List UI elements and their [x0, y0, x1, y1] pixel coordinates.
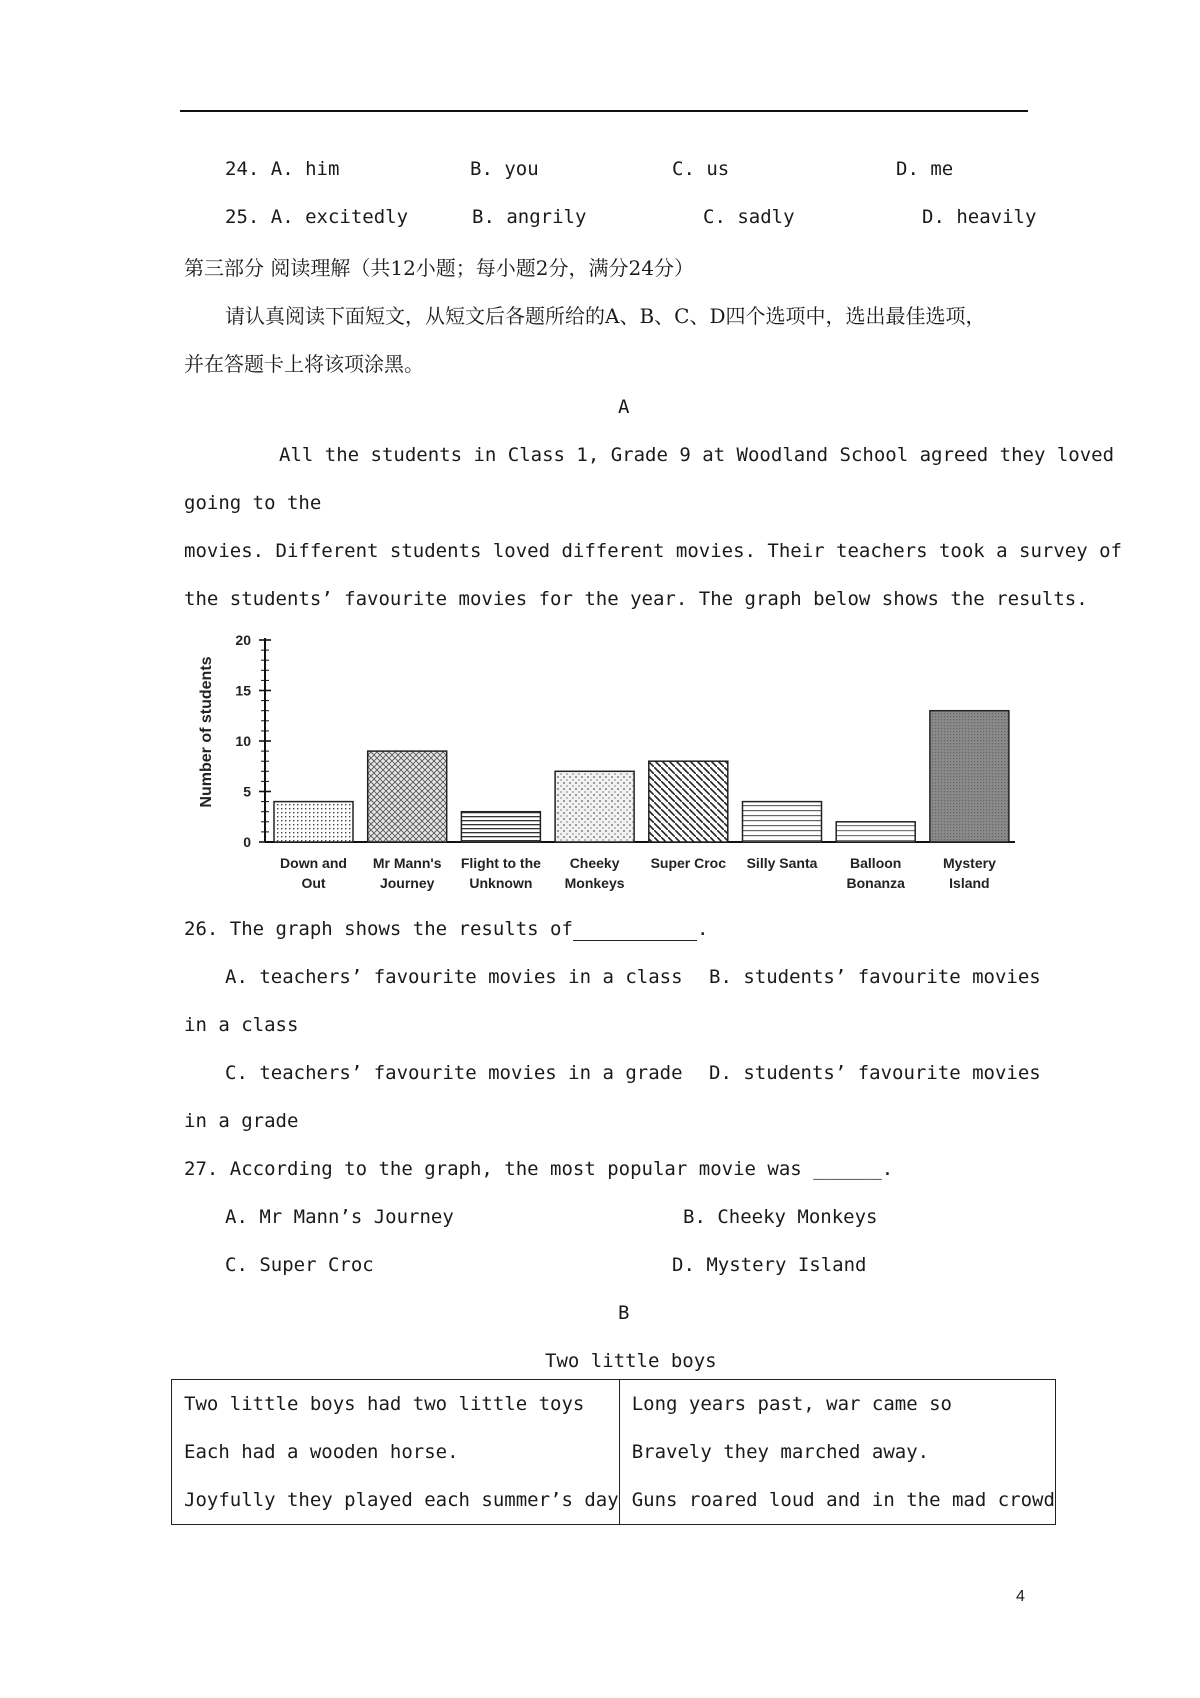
q25-number: 25. — [225, 206, 260, 228]
q27-option-a: A. Mr Mann’s Journey — [225, 1206, 454, 1228]
q27-option-d: D. Mystery Island — [672, 1254, 867, 1276]
x-category-label: Mystery Island — [942, 855, 996, 891]
passage-a-label: A — [618, 396, 630, 418]
y-tick-label: 10 — [235, 733, 251, 749]
bar — [836, 822, 915, 842]
poem-left-column — [172, 1380, 620, 1525]
q25-number-and-a — [225, 206, 408, 228]
poem-right-line: Long years past, war came so — [631, 1393, 952, 1415]
q26-option-c: C. teachers’ favourite movies in a grade — [225, 1062, 683, 1084]
chart-x-labels — [280, 855, 996, 891]
y-tick-label: 15 — [235, 682, 251, 699]
q25-option-c: C. sadly — [703, 206, 795, 228]
q25-option-b: B. angrily — [472, 206, 587, 228]
poem-left-line: Two little boys had two little toys — [184, 1393, 585, 1415]
q24-number: 24. — [225, 158, 260, 180]
q26-stem — [184, 918, 708, 941]
q25-option-d: D. heavily — [922, 206, 1037, 228]
q26-option-b: B. students’ favourite movies — [709, 966, 1041, 988]
x-category-label: Flight to the Unknown — [460, 855, 541, 891]
q24-option-a: A. him — [270, 158, 340, 180]
chart-bars — [274, 711, 1009, 842]
part3-instruction-line1: 请认真阅读下面短文，从短文后各题所给的A、B、C、D四个选项中，选出最佳选项， — [225, 304, 986, 328]
q27-stem: 27. According to the graph, the most popular movie was ______. — [184, 1158, 894, 1180]
y-tick-label: 0 — [243, 834, 251, 850]
x-category-label: Down and Out — [280, 855, 347, 891]
q26-blank — [573, 918, 697, 941]
q24-number-and-a — [225, 158, 339, 180]
poem-table — [171, 1379, 1056, 1525]
y-tick-label: 20 — [235, 632, 251, 648]
poem-right-line: Bravely they marched away. — [631, 1441, 930, 1463]
part3-instruction-line2: 并在答题卡上将该项涂黑。 — [184, 352, 424, 376]
poem-title: Two little boys — [545, 1350, 717, 1372]
q24-option-d: D. me — [896, 158, 954, 180]
passage-a-line3: movies. Different students loved different movies. Their teachers took a survey of — [184, 540, 1122, 562]
q26-option-a: A. teachers’ favourite movies in a class — [225, 966, 683, 988]
q26-option-d: D. students’ favourite movies — [709, 1062, 1041, 1084]
passage-b-label: B — [618, 1302, 630, 1324]
bar — [368, 751, 447, 842]
passage-a-line4: the students’ favourite movies for the year. The graph below shows the results. — [184, 588, 1088, 610]
poem-right-column — [619, 1380, 1055, 1525]
q26-option-d-continued: in a grade — [184, 1110, 299, 1132]
x-category-label: Mr Mann's Journey — [372, 855, 442, 891]
part3-heading: 第三部分 阅读理解（共12小题；每小题2分，满分24分） — [184, 256, 694, 280]
y-tick-label: 5 — [243, 783, 251, 800]
q26-stem-end: . — [696, 918, 709, 940]
page-number: 4 — [1016, 1588, 1025, 1605]
q26-stem-text: 26. The graph shows the results of — [184, 918, 573, 940]
x-category-label: Balloon Bonanza — [846, 855, 905, 891]
q27-option-b: B. Cheeky Monkeys — [683, 1206, 878, 1228]
q27-option-c: C. Super Croc — [225, 1254, 374, 1276]
x-category-label: Cheeky Monkeys — [564, 855, 625, 891]
passage-a-line2: going to the — [184, 492, 322, 514]
bar — [274, 802, 353, 842]
header-rule — [180, 110, 1028, 112]
passage-a-line1: All the students in Class 1, Grade 9 at Woodland School agreed they loved — [279, 444, 1115, 466]
q26-option-b-continued: in a class — [184, 1014, 299, 1036]
bar — [555, 771, 634, 842]
poem-right-line: Guns roared loud and in the mad crowd — [631, 1489, 1055, 1511]
y-axis-label: Number of students — [198, 656, 215, 808]
poem-left-line: Each had a wooden horse. — [184, 1441, 459, 1463]
poem-left-line: Joyfully they played each summer’s day — [184, 1489, 619, 1511]
x-category-label: Super Croc — [650, 855, 727, 871]
q24-option-c: C. us — [672, 158, 730, 180]
movies-bar-chart — [185, 620, 1035, 900]
bar — [461, 812, 540, 842]
bar — [930, 711, 1009, 842]
x-category-label: Silly Santa — [746, 855, 818, 871]
q25-option-a: A. excitedly — [270, 206, 409, 228]
q24-option-b: B. you — [470, 158, 539, 180]
bar — [649, 761, 728, 842]
bar — [743, 802, 822, 842]
